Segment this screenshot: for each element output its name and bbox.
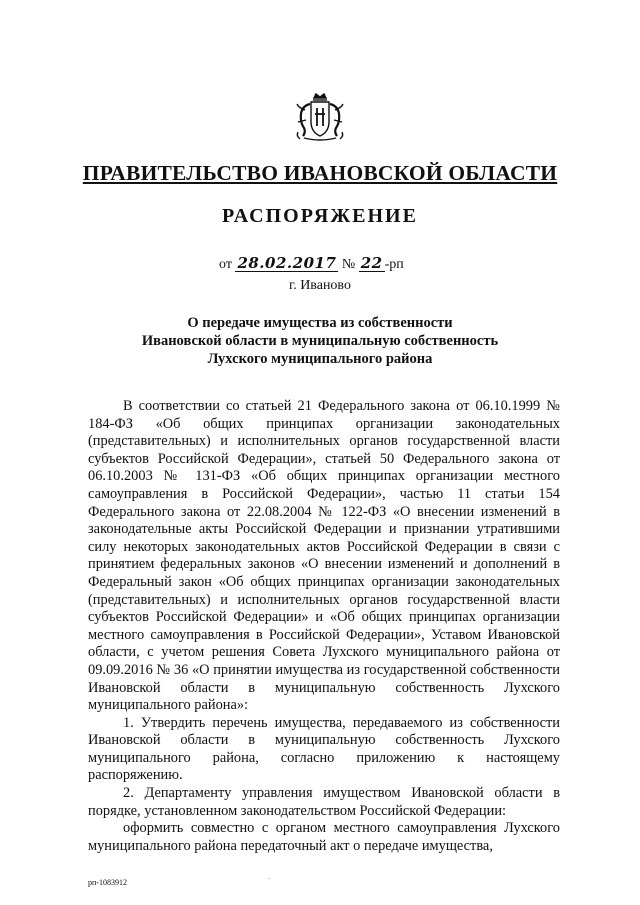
date-prefix: от [219, 257, 232, 272]
document-type: РАСПОРЯЖЕНИЕ [222, 205, 418, 227]
item-2-sub-paragraph: оформить совместно с органом местного самоуправления Лухского муниципального района передаточный акт о передаче имущества, [88, 820, 560, 854]
government-title: ПРАВИТЕЛЬСТВО ИВАНОВСКОЙ ОБЛАСТИ [82, 161, 558, 185]
city: г. Иваново [289, 278, 351, 293]
document-date: 28.02.2017 [237, 254, 337, 272]
date-number-line [219, 255, 404, 273]
coat-of-arms-icon [294, 92, 346, 142]
subject-line: Ивановской области в муниципальную собственность [141, 333, 499, 349]
document-subject [0, 314, 640, 368]
subject-line: О передаче имущества из собственности [187, 315, 453, 331]
document-number: 22 [360, 254, 383, 272]
subject-line: Лухского муниципального района [207, 351, 433, 367]
document-code: рп-1083912 [88, 878, 127, 887]
number-prefix: № [341, 257, 356, 272]
item-1-paragraph: 1. Утвердить перечень имущества, передаваемого из собственности Ивановской области в муниципальную собственность Лухского муниципального района, согласно приложению к настоящему распоряжению. [88, 714, 560, 784]
preamble-paragraph: В соответствии со статьей 21 Федерального закона от 06.10.1999 № 184-ФЗ «Об общих принципах организации законодательных (представительных) и исполнительных органов государственной власти субъектов Российской Федерации», статьей 50 Федерального закона от 06.10.2003 № 131-ФЗ «Об общих принципах организации местного самоуправления в Российской Федерации», частью 11 статьи 154 Федерального закона от 22.08.2004 № 122-ФЗ «О внесении изменений в законодательные акты Российской Федерации и признании утратившими силу некоторых законодательных актов Российской Федерации в связи с принятием федеральных законов «О внесении изменений и дополнений в Федеральный закон «Об общих принципах организации законодательных (представительных) и исполнительных органов государственной власти субъектов Российской Федерации» и «Об общих принципах организации местного самоуправления в Российской Федерации», Уставом Ивановской области, с учетом решения Совета Лухского муниципального района от 09.09.2016 № 36 «О принятии имущества из государственной собственности Ивановской области в муниципальную собственность Лухского муниципального района»: [88, 398, 560, 714]
document-body [88, 398, 560, 855]
scan-speck: . [268, 872, 270, 881]
number-suffix: -рп [384, 257, 404, 272]
item-2-paragraph: 2. Департаменту управления имуществом Ивановской области в порядке, установленном законодательством Российской Федерации: [88, 785, 560, 819]
